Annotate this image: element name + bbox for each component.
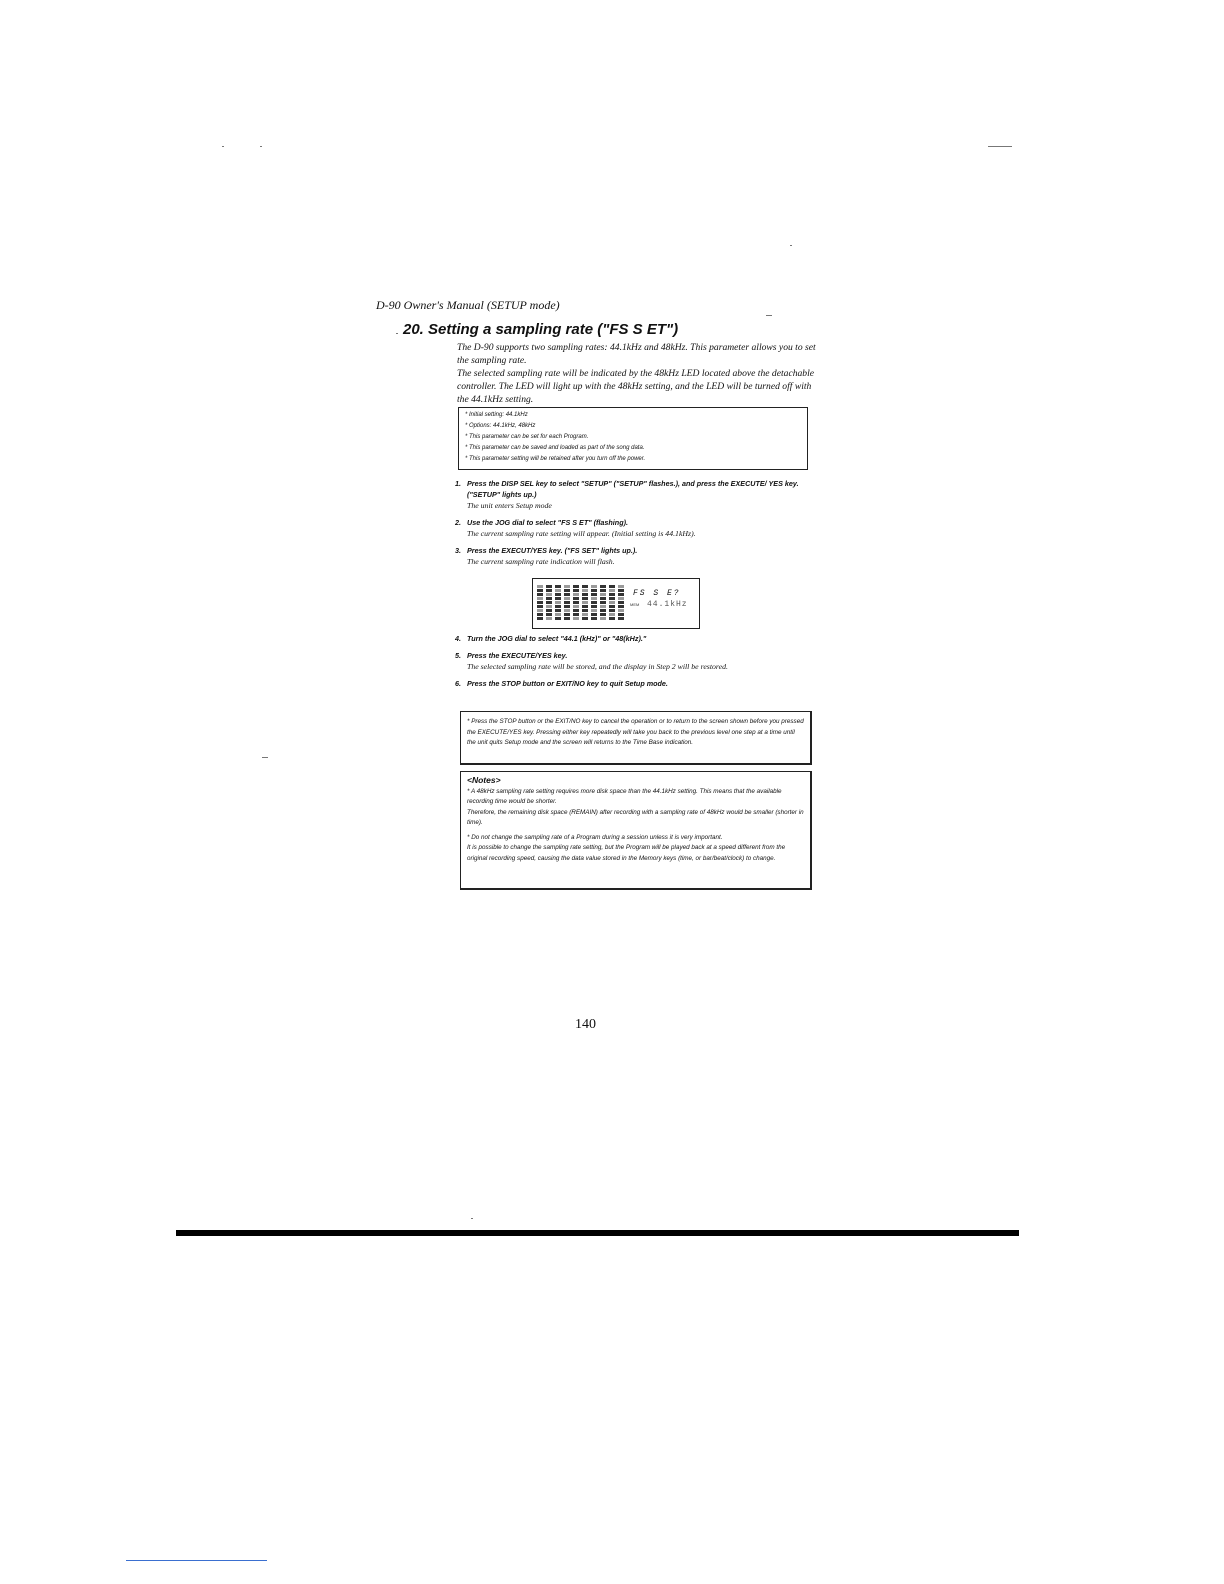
meter-segment xyxy=(600,589,606,592)
meter-segment xyxy=(537,593,543,596)
intro-paragraph: The D-90 supports two sampling rates: 44.1kHz and 48kHz. This parameter allows you to set the sampling rate. xyxy=(457,342,816,366)
meter-segment xyxy=(555,585,561,588)
meter-segment xyxy=(537,589,543,592)
meter-column xyxy=(564,585,570,620)
meter-segment xyxy=(564,601,570,604)
meter-segment xyxy=(537,609,543,612)
meter-segment xyxy=(573,613,579,616)
step-3 xyxy=(455,545,827,567)
notes-paragraph: Therefore, the remaining disk space (REMAIN) after recording with a sampling rate of 48kHz would be smaller (shorter in time). xyxy=(467,808,804,826)
meter-segment xyxy=(537,601,543,604)
meter-segment xyxy=(609,585,615,588)
meter-segment xyxy=(573,617,579,620)
meter-segment xyxy=(618,589,624,592)
meter-segment xyxy=(600,593,606,596)
meter-segment xyxy=(582,609,588,612)
meter-segment xyxy=(591,605,597,608)
step-result: The unit enters Setup mode xyxy=(467,501,552,510)
meter-segment xyxy=(609,597,615,600)
notes-box xyxy=(460,771,812,890)
meter-segment xyxy=(546,617,552,620)
meter-segment xyxy=(609,609,615,612)
step-result: The current sampling rate indication will flash. xyxy=(467,557,615,566)
meter-column xyxy=(600,585,606,620)
meter-segment xyxy=(582,597,588,600)
scan-speck xyxy=(262,757,268,758)
meter-segment xyxy=(609,605,615,608)
meter-segment xyxy=(555,617,561,620)
running-header: D-90 Owner's Manual (SETUP mode) xyxy=(376,298,560,312)
step-result: The selected sampling rate will be stored, and the display in Step 2 will be restored. xyxy=(467,662,728,671)
meter-column xyxy=(609,585,615,620)
meter-segment xyxy=(618,605,624,608)
step-5 xyxy=(455,650,827,672)
meter-segment xyxy=(591,597,597,600)
meter-segment xyxy=(618,597,624,600)
meter-segment xyxy=(582,589,588,592)
meter-column xyxy=(537,585,543,620)
step-result: The current sampling rate setting will appear. (Initial setting is 44.1kHz). xyxy=(467,529,696,538)
meter-segment xyxy=(591,593,597,596)
meter-segment xyxy=(573,593,579,596)
meter-segment xyxy=(618,601,624,604)
info-line: * This parameter setting will be retained after you turn off the power. xyxy=(465,456,646,462)
meter-segment xyxy=(618,593,624,596)
meter-segment xyxy=(582,585,588,588)
meter-segment xyxy=(618,617,624,620)
step-2 xyxy=(455,517,827,539)
meter-segment xyxy=(555,593,561,596)
notes-paragraph: * A 48kHz sampling rate setting requires more disk space than the 44.1kHz setting. This means that the available recording time would be shorter. xyxy=(467,787,782,805)
step-6 xyxy=(455,678,827,689)
meter-segment xyxy=(564,609,570,612)
meter-segment xyxy=(600,597,606,600)
meter-segment xyxy=(573,609,579,612)
meter-segment xyxy=(537,613,543,616)
meter-segment xyxy=(564,593,570,596)
meter-segment xyxy=(618,609,624,612)
meter-segment xyxy=(546,601,552,604)
meter-segment xyxy=(618,613,624,616)
meter-segment xyxy=(609,601,615,604)
meter-segment xyxy=(573,597,579,600)
step-number: 3. xyxy=(455,546,461,555)
meter-segment xyxy=(555,589,561,592)
meter-segment xyxy=(591,601,597,604)
notes-paragraph: It is possible to change the sampling rate setting, but the Program will be played back at a speed different from the original recording speed, causing the data value stored in the Memory keys (time, or bar/beat/clock) to change. xyxy=(467,844,786,862)
section-title: 20. Setting a sampling rate ("FS S ET") xyxy=(403,321,679,338)
meter-column xyxy=(555,585,561,620)
step-instruction: Use the JOG dial to select "FS S ET" (flashing). xyxy=(467,518,628,527)
meter-column xyxy=(546,585,552,620)
meter-segment xyxy=(591,609,597,612)
step-instruction: Press the EXECUTE/YES key. xyxy=(467,651,568,660)
lcd-display-illustration xyxy=(532,578,700,629)
meter-segment xyxy=(546,589,552,592)
meter-segment xyxy=(582,601,588,604)
meter-segment xyxy=(564,605,570,608)
scan-speck xyxy=(766,315,772,316)
meter-segment xyxy=(546,605,552,608)
meter-segment xyxy=(537,597,543,600)
step-instruction: Turn the JOG dial to select "44.1 (kHz)" or "48(kHz)." xyxy=(467,634,647,643)
lcd-line-1: FS S E? xyxy=(633,589,681,598)
scan-speck xyxy=(260,146,262,147)
step-instruction: Press the STOP button or EXIT/NO key to quit Setup mode. xyxy=(467,679,668,688)
meter-segment xyxy=(582,613,588,616)
meter-segment xyxy=(555,605,561,608)
meter-segment xyxy=(582,605,588,608)
meter-segment xyxy=(609,613,615,616)
scan-speck xyxy=(222,146,224,147)
step-number: 4. xyxy=(455,634,461,643)
scan-speck xyxy=(988,146,1012,147)
bottom-rule xyxy=(176,1230,1019,1236)
scan-speck xyxy=(396,333,398,334)
meter-segment xyxy=(555,609,561,612)
meter-segment xyxy=(582,593,588,596)
scan-speck xyxy=(471,1218,473,1219)
meter-column xyxy=(573,585,579,620)
meter-segment xyxy=(600,617,606,620)
meter-column xyxy=(582,585,588,620)
meter-column xyxy=(618,585,624,620)
meter-segment xyxy=(537,605,543,608)
meter-segment xyxy=(600,613,606,616)
meter-column xyxy=(591,585,597,620)
scan-speck xyxy=(790,245,792,246)
intro-text xyxy=(457,341,825,406)
meter-segment xyxy=(537,585,543,588)
info-line: * This parameter can be set for each Program. xyxy=(465,434,589,440)
lcd-line-2: 44.1kHz xyxy=(647,600,688,609)
meter-segment xyxy=(537,617,543,620)
meter-segment xyxy=(564,589,570,592)
meter-segment xyxy=(573,605,579,608)
parameter-info-box xyxy=(458,407,808,470)
meter-segment xyxy=(564,597,570,600)
info-line: * This parameter can be saved and loaded as part of the song data. xyxy=(465,445,645,451)
meter-segment xyxy=(600,609,606,612)
step-instruction: Press the DISP SEL key to select "SETUP" ("SETUP" flashes.), and press the EXECUTE/ YES key. ("SETUP" lights up.) xyxy=(467,479,799,499)
meter-segment xyxy=(600,601,606,604)
meter-segment xyxy=(591,589,597,592)
intro-paragraph: The selected sampling rate will be indicated by the 48kHz LED located above the detachable controller. The LED will light up with the 48kHz setting, and the LED will be turned off with the 44.1kHz setting. xyxy=(457,368,815,405)
step-number: 6. xyxy=(455,679,461,688)
level-meter-segments xyxy=(537,585,624,620)
meter-segment xyxy=(555,597,561,600)
meter-segment xyxy=(546,597,552,600)
meter-segment xyxy=(564,613,570,616)
meter-segment xyxy=(591,613,597,616)
meter-segment xyxy=(591,617,597,620)
step-number: 5. xyxy=(455,651,461,660)
meter-segment xyxy=(573,585,579,588)
meter-segment xyxy=(555,613,561,616)
step-number: 2. xyxy=(455,518,461,527)
meter-segment xyxy=(555,601,561,604)
notes-paragraph: * Do not change the sampling rate of a Program during a session unless it is very important. xyxy=(467,833,723,841)
step-1 xyxy=(455,478,827,511)
meter-segment xyxy=(591,585,597,588)
meter-segment xyxy=(573,589,579,592)
notes-title: <Notes> xyxy=(467,775,501,785)
meter-segment xyxy=(564,585,570,588)
meter-segment xyxy=(546,585,552,588)
info-line: * Initial setting: 44.1kHz xyxy=(465,412,528,418)
step-4 xyxy=(455,633,827,644)
stop-info-box: * Press the STOP button or the EXIT/NO key to cancel the operation or to return to the screen shown before you pressed the EXECUTE/YES key. Pressing either key repeatedly will take you back to the previous level one step at a time until the unit quits Setup mode and the screen will returns to the Time Base indication. xyxy=(460,711,812,765)
info-line: * Options: 44.1kHz, 48kHz xyxy=(465,423,536,429)
step-instruction: Press the EXECUT/YES key. ("FS SET" lights up.). xyxy=(467,546,638,555)
meter-segment xyxy=(546,613,552,616)
meter-segment xyxy=(609,593,615,596)
meter-segment xyxy=(618,585,624,588)
meter-segment xyxy=(600,585,606,588)
meter-segment xyxy=(609,617,615,620)
step-number: 1. xyxy=(455,479,461,488)
meter-segment xyxy=(600,605,606,608)
lcd-label: MEM xyxy=(630,602,640,607)
meter-segment xyxy=(564,617,570,620)
page-number: 140 xyxy=(575,1017,596,1032)
meter-segment xyxy=(573,601,579,604)
meter-segment xyxy=(546,609,552,612)
meter-segment xyxy=(609,589,615,592)
scan-edge-line xyxy=(126,1560,267,1561)
meter-segment xyxy=(582,617,588,620)
meter-segment xyxy=(546,593,552,596)
